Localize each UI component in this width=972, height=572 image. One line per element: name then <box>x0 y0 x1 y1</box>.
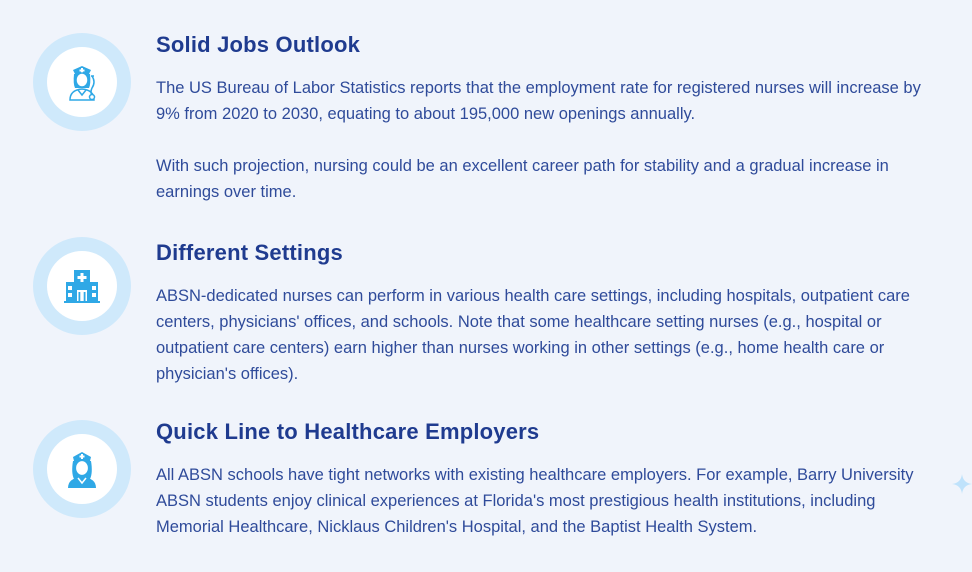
section-paragraph: With such projection, nursing could be an excellent career path for stability and a gradual increase in earnings over time. <box>156 157 889 201</box>
nurse-icon <box>62 449 102 489</box>
nurse-stethoscope-icon <box>62 62 102 102</box>
section-title: Solid Jobs Outlook <box>156 32 361 57</box>
icon-badge <box>33 237 131 335</box>
hospital-building-icon <box>62 266 102 306</box>
section-paragraph: ABSN-dedicated nurses can perform in various health care settings, including hospitals, outpatient care centers, physicians' offices, and schools. Note that some healthcare setting nurses (e.g., hospital or outpatient care centers) earn higher than nurses working in other settings (e.g., home health care or physician's offices). <box>156 287 910 383</box>
icon-badge <box>33 420 131 518</box>
icon-badge <box>33 33 131 131</box>
section-title: Quick Line to Healthcare Employers <box>156 419 540 444</box>
section-title: Different Settings <box>156 240 343 265</box>
section-paragraph: The US Bureau of Labor Statistics reports that the employment rate for registered nurses will increase by 9% from 2020 to 2030, equating to about 195,000 new openings annually. <box>156 79 921 123</box>
sparkle-icon <box>952 474 972 494</box>
section-paragraph: All ABSN schools have tight networks with existing healthcare employers. For example, Barry University ABSN students enjoy clinical experiences at Florida's most prestigious health institutions, including Memorial Healthcare, Nicklaus Children's Hospital, and the Baptist Health System. <box>156 466 914 536</box>
